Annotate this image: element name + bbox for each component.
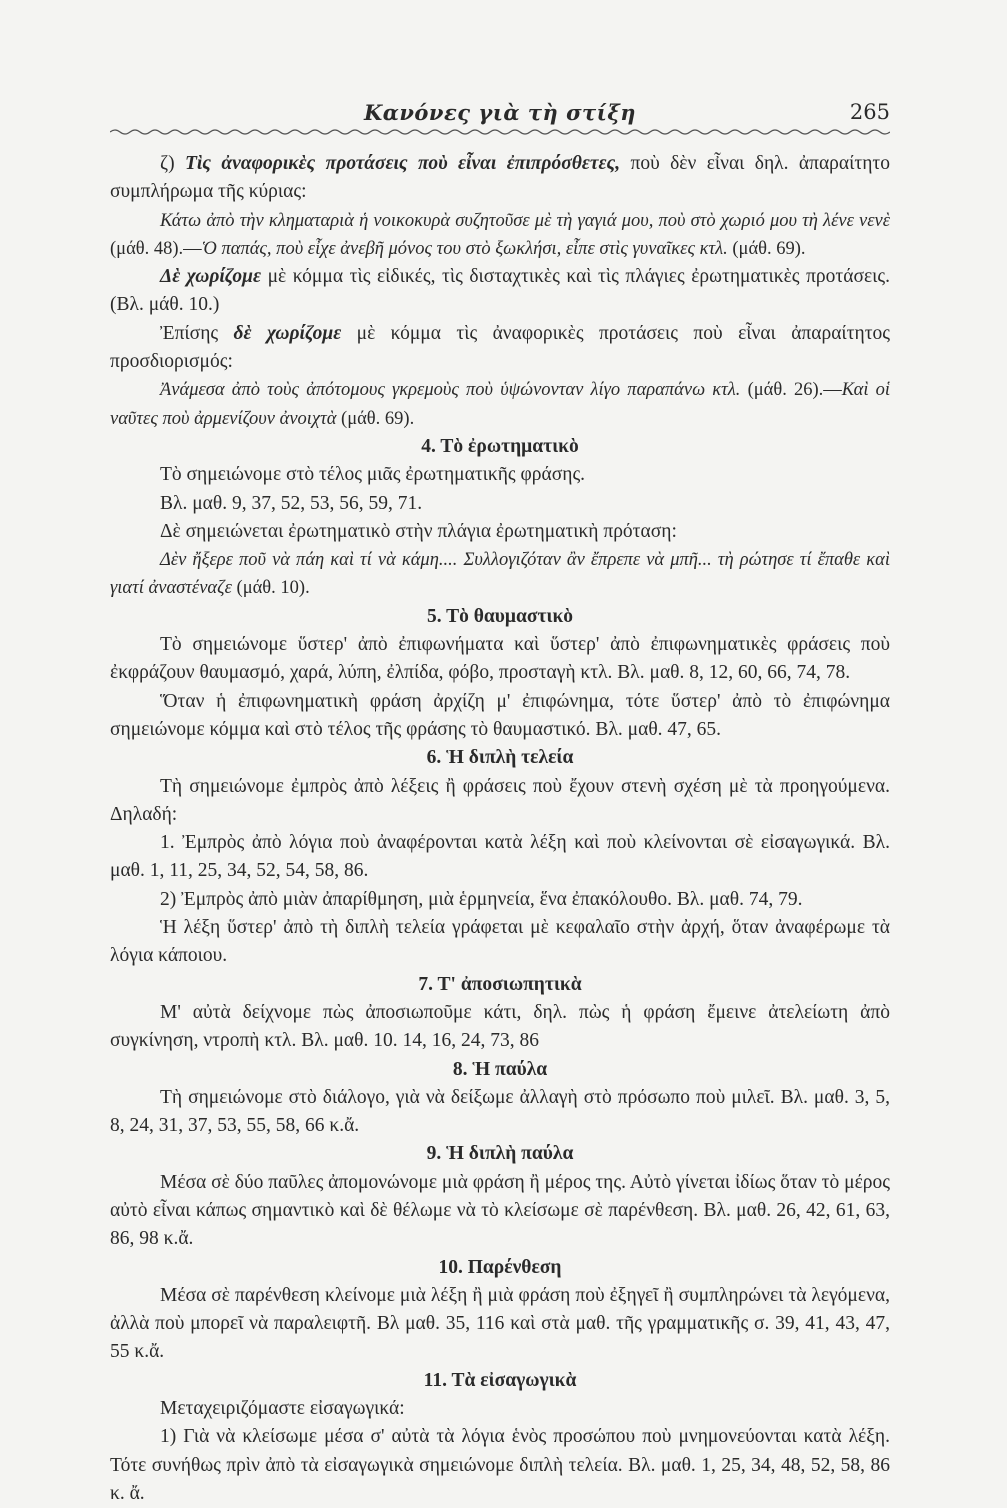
example-1 [110,207,890,264]
paragraph: Τὴ σημειώνομε ἐμπρὸς ἀπὸ λέξεις ἢ φράσεις ποὺ ἔχουν στενὴ σχέση μὲ τὰ προηγούμενα. Δηλαδή: [110,775,890,825]
paragraph-de [110,263,890,320]
section-heading-10: 10. Παρένθεση [438,1256,562,1278]
paragraph: Βλ. μαθ. 9, 37, 52, 53, 56, 59, 71. [160,492,423,514]
section-heading-4: 4. Τὸ ἐρωτηματικὸ [421,435,579,457]
paragraph-episis [110,320,890,377]
section-heading-7: 7. Τ' ἀποσιωπητικὰ [418,973,582,995]
example-text: Κάτω ἀπὸ τὴν κληματαριὰ ἡ νοικοκυρὰ συζητοῦσε μὲ τὴ γαγιά μου, ποὺ στὸ χωριό μου τὴ λένε νενὲ [160,210,890,231]
paragraph: Τὸ σημειώνομε ὕστερ' ἀπὸ ἐπιφωνήματα καὶ ὕστερ' ἀπὸ ἐπιφωνηματικὲς φράσεις ποὺ ἐκφράζουν θαυμασμό, χαρά, λύπη, ἐλπίδα, φόβο, προσταγὴ κτλ. Βλ. μαθ. 8, 12, 60, 66, 74, 78. [110,634,890,684]
paragraph: Ὅταν ἡ ἐπιφωνηματικὴ φράση ἀρχίζη μ' ἐπιφώνημα, τότε ὕστερ' ἀπὸ τὸ ἐπιφώνημα σημειώνομε κόμμα καὶ στὸ τέλος τῆς φράσης τὸ θαυμαστικό. Βλ. μαθ. 47, 65. [110,690,890,740]
lesson-ref: (μάθ. 69). [341,408,415,429]
lesson-ref: (μάθ. 26).— [747,380,842,401]
paragraph: 1) Γιὰ νὰ κλείσωμε μέσα σ' αὐτὰ τὰ λόγια ἑνὸς προσώπου ποὺ μνημονεύονται κατὰ λέξη. Τότε συνήθως πρὶν ἀπὸ τὰ εἰσαγωγικὰ σημειώνομε διπλὴ τελεία. Βλ. μαθ. 1, 25, 34, 48, 52, 58, 86 κ. ἄ. [110,1426,890,1504]
paragraph: 1. Ἐμπρὸς ἀπὸ λόγια ποὺ ἀναφέρονται κατὰ λέξη καὶ ποὺ κλείνονται σὲ εἰσαγωγικά. Βλ. μαθ. 1, 11, 25, 34, 52, 54, 58, 86. [110,832,890,882]
page-number: 265 [849,100,890,124]
section-heading-9: 9. Ἡ διπλὴ παύλα [426,1143,574,1165]
example-text: Καὶ οἱ ναῦτες ποὺ ἀρμενίζουν ἀνοιχτὰ [110,380,891,429]
example-text: Δὲν ἤξερε ποῦ νὰ πάη καὶ τί νὰ κάμη.... Συλλογιζόταν ἂν ἔπρεπε νὰ μπῆ... τὴ ρώτησε τί ἔπαθε καὶ γιατί ἀναστέναζε [110,550,890,599]
paragraph: Ἡ λέξη ὕστερ' ἀπὸ τὴ διπλὴ τελεία γράφεται μὲ κεφαλαῖο στὴν ἀρχή, ὅταν ἀναφέρωμε τὰ λόγια κάποιου. [110,917,890,967]
section-heading-11: 11. Τὰ εἰσαγωγικὰ [423,1369,577,1391]
lesson-ref: (μάθ. 10). [236,578,310,599]
section-heading-6: 6. Ἡ διπλὴ τελεία [426,747,574,769]
example-2 [110,376,890,433]
example-text: Ὁ παπάς, ποὺ εἶχε ἀνεβῆ μόνος του στὸ ξωκλήσι, εἶπε στὶς γυναῖκες κτλ. [201,238,728,259]
section-heading-8: 8. Ἡ παύλα [452,1058,548,1080]
paragraph-text: μὲ κόμμα τὶς εἰδικές, τὶς δισταχτικὲς καὶ τὶς πλάγιες ἐρωτηματικὲς προτάσεις. (Βλ. μάθ. 10.) [110,266,890,316]
bold-term: Δὲ χωρίζομε [160,266,262,288]
item-label: ζ) [160,153,175,174]
example-text: Ἀνάμεσα ἀπὸ τοὺς ἀπότομους γκρεμοὺς ποὺ ὑψώνονταν λίγο παραπάνω κτλ. [160,380,741,401]
paragraph-text: ποὺ δὲν εἶναι δηλ. ἀπαραίτητο συμπλήρωμα τῆς κύριας: [110,153,890,203]
example-3 [110,546,890,603]
page-body [110,150,890,1508]
paragraph: Μέσα σὲ δύο παῦλες ἀπομονώνομε μιὰ φράση ἢ μέρος της. Αὐτὸ γίνεται ἰδίως ὅταν τὸ μέρος αὐτὸ εἶναι κάπως σημαντικὸ καὶ δὲ θέλωμε νὰ τὸ κλείσωμε σὲ παρένθεση. Βλ. μαθ. 26, 42, 61, 63, 86, 98 κ.ἄ. [110,1171,890,1250]
paragraph: Δὲ σημειώνεται ἐρωτηματικὸ στὴν πλάγια ἐρωτηματικὴ πρόταση: [160,520,677,542]
paragraph-z [110,150,890,207]
paragraph: Μέσα σὲ παρένθεση κλείνομε μιὰ λέξη ἢ μιὰ φράση ποὺ ἐξηγεῖ ἢ συμπληρώνει τὰ λεγόμενα, ἀλλὰ ποὺ μπορεῖ νὰ παραλειφτῆ. Βλ μαθ. 35, 116 καὶ στὰ μαθ. τῆς γραμματικῆς σ. 39, 41, 43, 47, 55 κ.ἄ. [110,1284,890,1363]
paragraph: Μεταχειριζόμαστε εἰσαγωγικά: [160,1398,405,1420]
section-heading-5: 5. Τὸ θαυμαστικὸ [426,605,574,627]
paragraph-text: μὲ κόμμα τὶς ἀναφορικὲς προτάσεις ποὺ εἶναι ἀπαραίτητος προσδιορισμός: [110,322,891,373]
bold-term: δὲ χωρίζομε [233,322,342,344]
decorative-wavy-rule [110,128,890,136]
running-title: Κανόνες γιὰ τὴ στίξη [363,100,637,125]
paragraph-text: Ἐπίσης [160,322,219,344]
paragraph: Μ' αὐτὰ δείχνομε πὼς ἀποσιωποῦμε κάτι, δηλ. πὼς ἡ φράση ἔμεινε ἀτελείωτη ἀπὸ συγκίνηση, ντροπὴ κτλ. Βλ. μαθ. 10. 14, 16, 24, 73, 86 [110,1001,890,1052]
paragraph: Τὸ σημειώνομε στὸ τέλος μιᾶς ἐρωτηματικῆς φράσης. [160,464,586,486]
paragraph: 2) Ἐμπρὸς ἀπὸ μιὰν ἀπαρίθμηση, μιὰ ἑρμηνεία, ἕνα ἐπακόλουθο. Βλ. μαθ. 74, 79. [160,888,803,910]
paragraph: Τὴ σημειώνομε στὸ διάλογο, γιὰ νὰ δείξωμε ἀλλαγὴ στὸ πρόσωπο ποὺ μιλεῖ. Βλ. μαθ. 3, 5, 8, 24, 31, 37, 53, 55, 58, 66 κ.ἄ. [110,1086,890,1137]
bold-term: Τὶς ἀναφορικὲς προτάσεις ποὺ εἶναι ἐπιπρόσθετες, [184,153,621,174]
lesson-ref: (μάθ. 48).— [110,238,202,259]
lesson-ref: (μάθ. 69). [732,238,806,259]
